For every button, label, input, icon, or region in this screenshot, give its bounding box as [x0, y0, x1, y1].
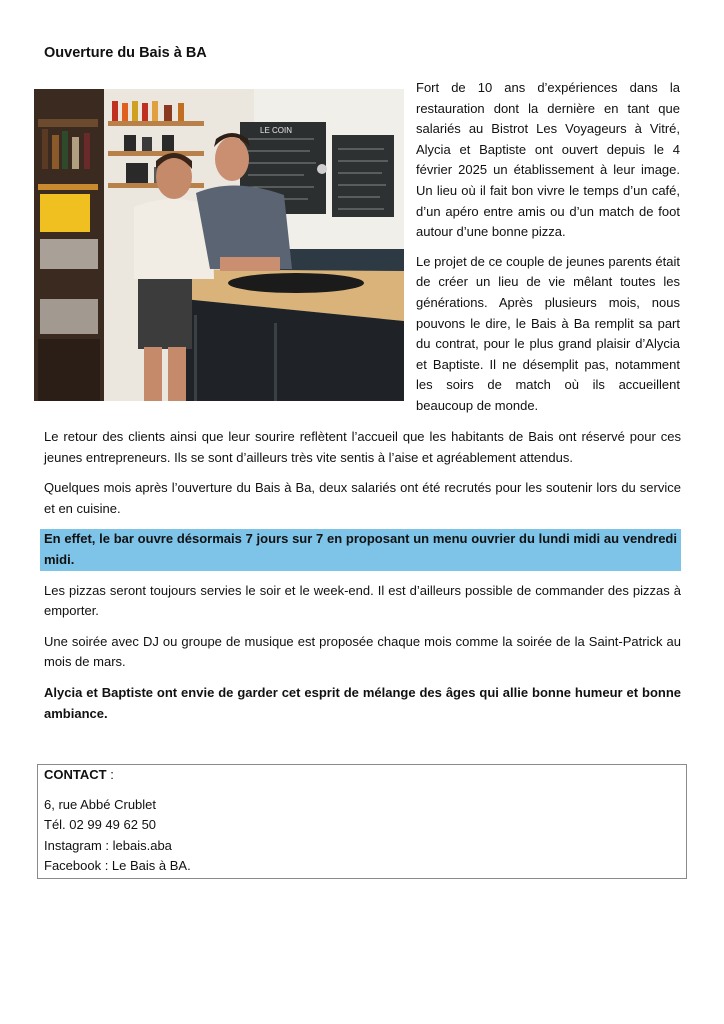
article-body: [44, 427, 681, 734]
body-paragraph: Les pizzas seront toujours servies le soir et le week-end. Il est d’ailleurs possible de commander des pizzas à emporter.: [44, 582, 681, 619]
contact-box: [37, 764, 687, 879]
contact-facebook: Facebook : Le Bais à BA.: [44, 858, 191, 874]
body-paragraph: Quelques mois après l’ouverture du Bais à Ba, deux salariés ont été recrutés pour les soutenir lors du service et en cuisine.: [44, 480, 681, 516]
bar-photo: [34, 89, 404, 401]
contact-phone: Tél. 02 99 49 62 50: [44, 817, 157, 833]
closing-paragraph: Alycia et Baptiste ont envie de garder cet esprit de mélange des âges qui allie bonne humeur et bonne ambiance.: [44, 684, 681, 721]
contact-address: 6, rue Abbé Crublet: [44, 796, 157, 812]
intro-paragraph: Fort de 10 ans d’expériences dans la restauration dont la dernière en tant que salariés au Bistrot Les Voyageurs à Vitré, Alycia et Baptiste ont ouvert depuis le 4 février 2025 un établissement à leur image. Un lieu où il fait bon vivre le temps d’un café, d’un apéro entre amis ou d’un match de foot autour d’une bonne pizza.: [416, 80, 680, 240]
intro-column: [416, 78, 680, 426]
highlighted-paragraph: En effet, le bar ouvre désormais 7 jours sur 7 en proposant un menu ouvrier du lundi midi au vendredi midi.: [40, 529, 681, 570]
contact-heading-line: [44, 765, 680, 786]
contact-instagram: Instagram : lebais.aba: [44, 837, 172, 853]
body-paragraph: Une soirée avec DJ ou groupe de musique est proposée chaque mois comme la soirée de la Saint-Patrick au mois de mars.: [44, 633, 681, 670]
intro-paragraph: Le projet de ce couple de jeunes parents était de créer un lieu de vie mêlant toutes les générations. Après plusieurs mois, nous pouvons le dire, le Bais à Ba remplit sa part du contrat, pour le plus grand plaisir d’Alycia et Baptiste. Il ne désemplit pas, notamment les soirs de match où ils accueillent beaucoup de monde.: [416, 253, 680, 413]
contact-heading: CONTACT: [44, 767, 107, 782]
body-paragraph: Le retour des clients ainsi que leur sourire reflètent l’accueil que les habitants de Bais ont réservé pour ces jeunes entrepreneurs. Ils se sont d’ailleurs très vite sentis à l’aise et agréablement attendus.: [44, 429, 681, 465]
chalkboard-text: LE COIN: [260, 126, 293, 135]
article-title: Ouverture du Bais à BA: [44, 45, 207, 61]
contact-heading-suffix: :: [106, 767, 114, 782]
